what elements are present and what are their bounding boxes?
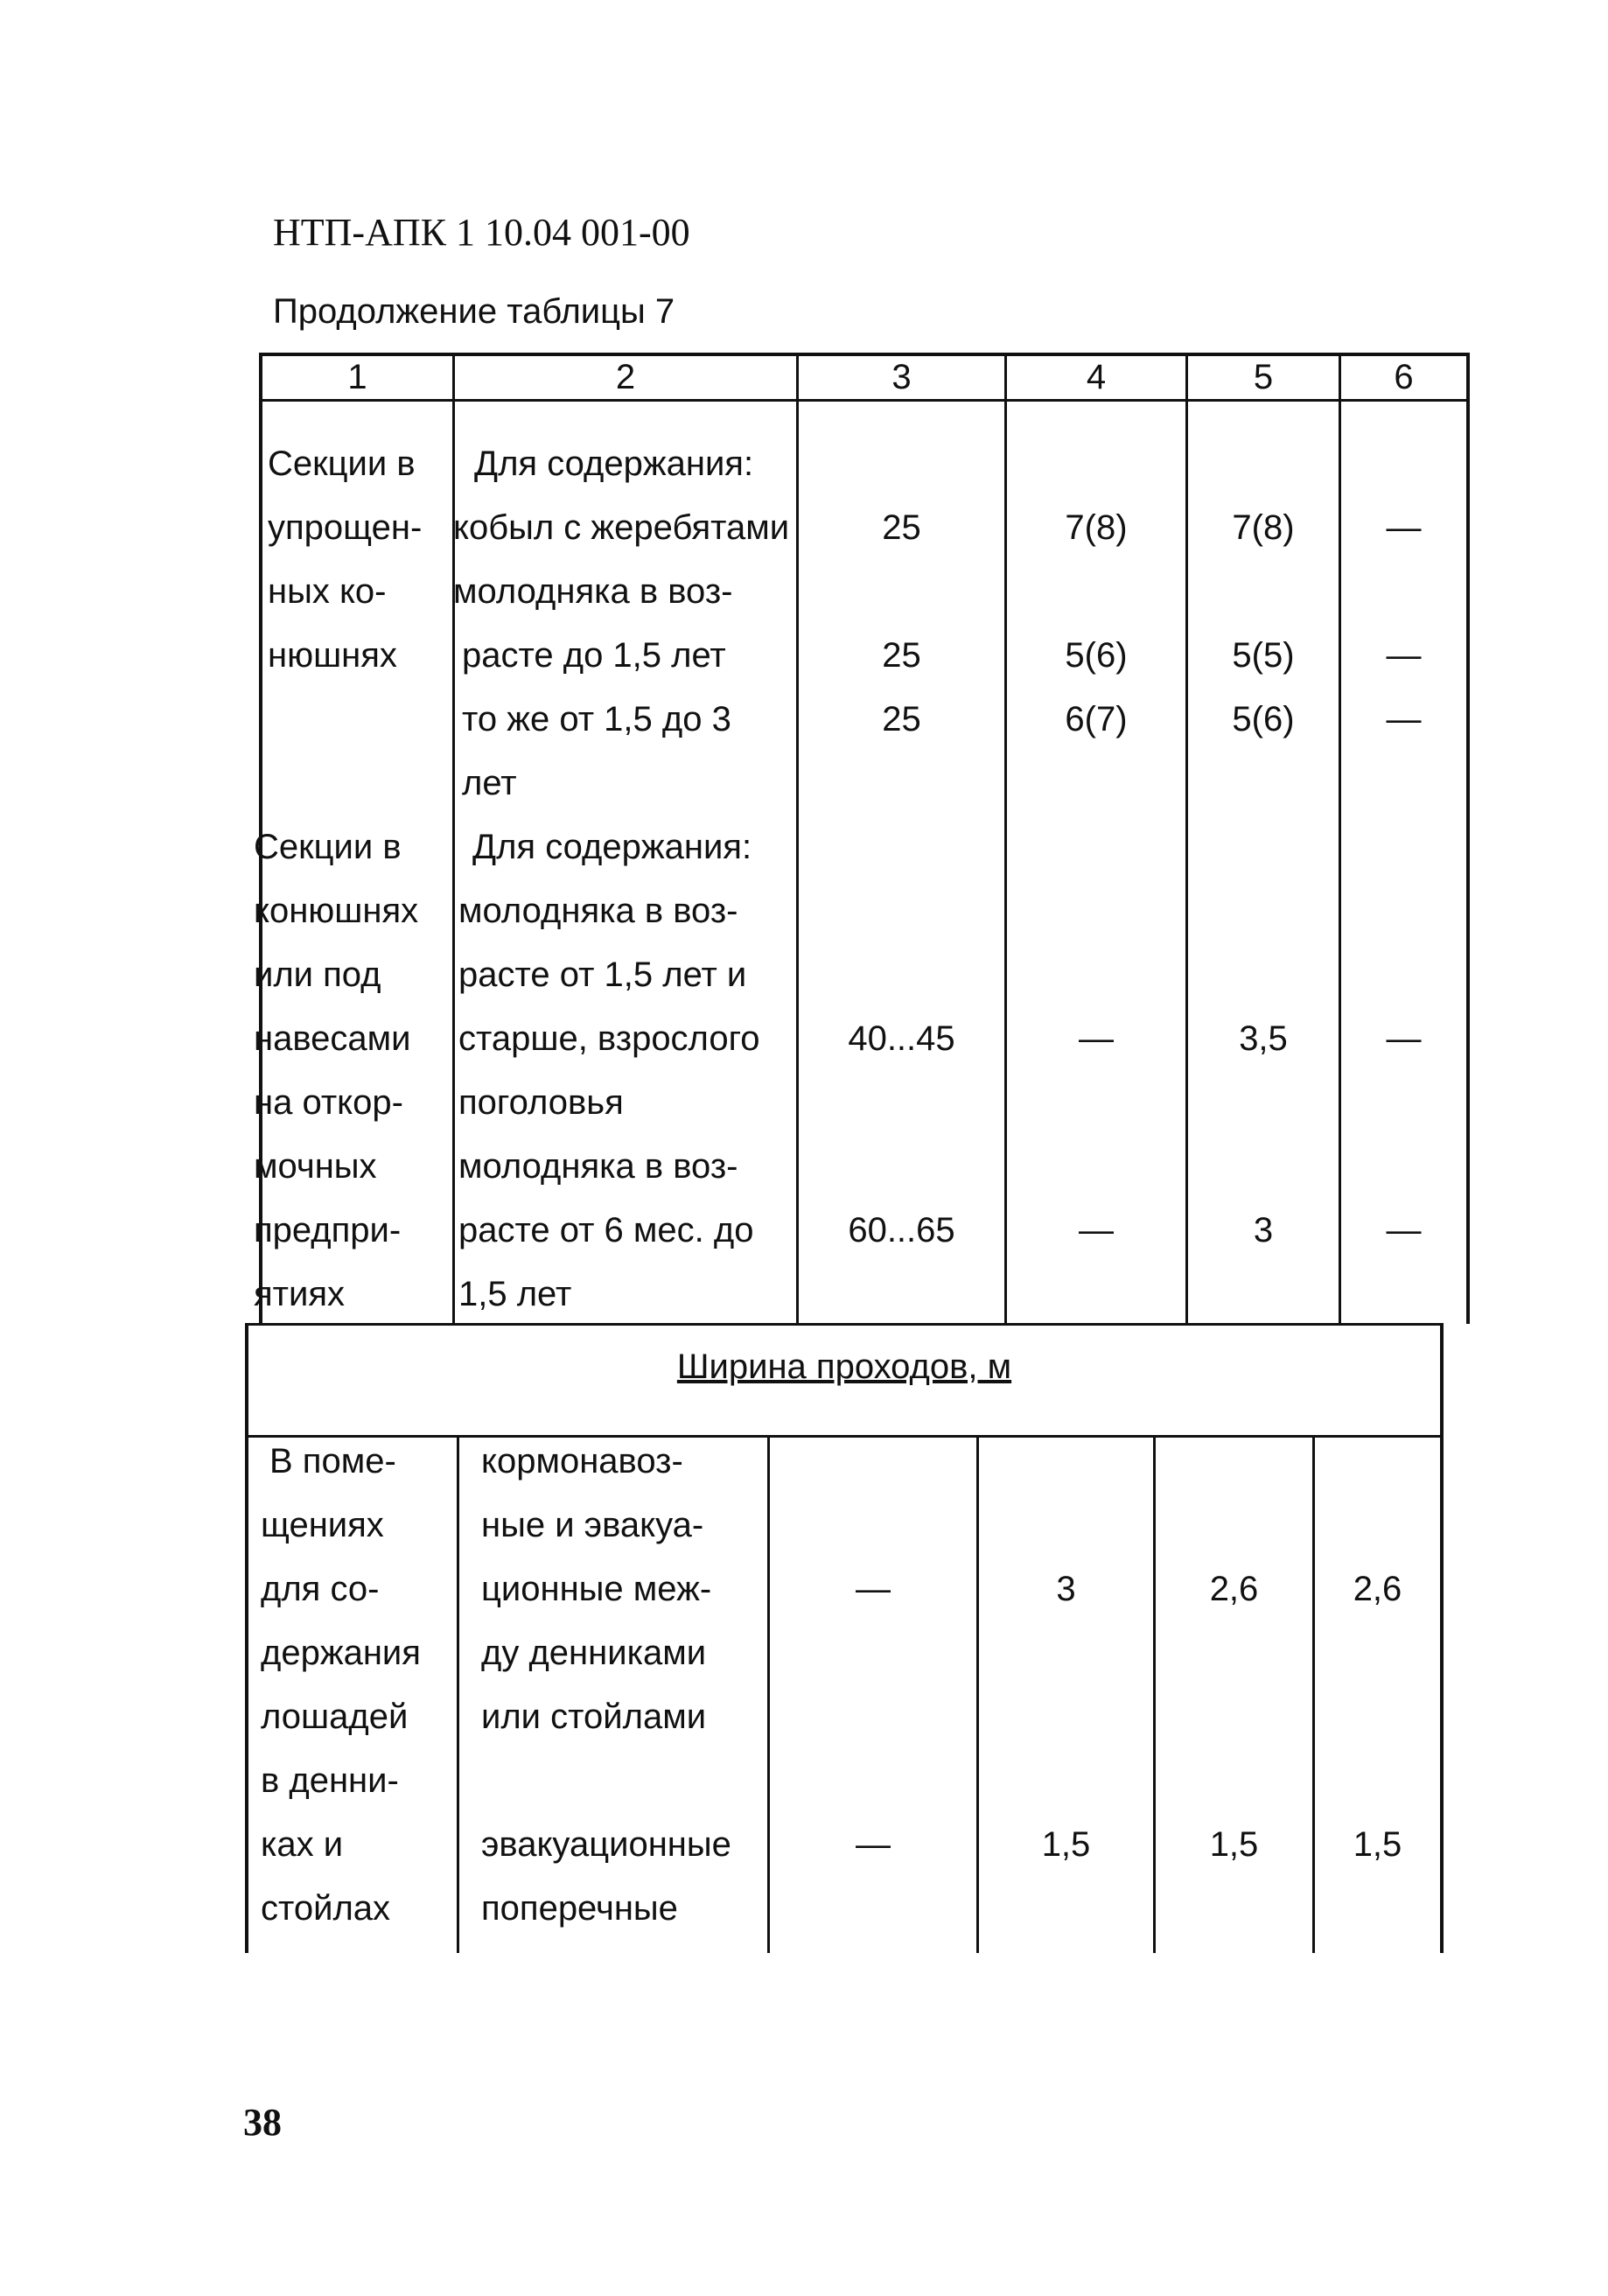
section-border-bottom [245, 1435, 1444, 1438]
description-line: эвакуационные [481, 1825, 731, 1864]
description-line: ду денниками [481, 1634, 707, 1672]
label-line: нюшнях [268, 636, 397, 675]
description-line: то же от 1,5 до 3 [462, 700, 731, 738]
value-cell: 1,5 [1041, 1825, 1091, 1864]
description-line: ционные меж- [481, 1570, 712, 1608]
label-line: упрощен- [268, 508, 423, 547]
value-cell: 1,5 [1353, 1825, 1402, 1864]
description-line: молодняка в воз- [458, 1147, 738, 1186]
description-line: кормонавоз- [481, 1442, 683, 1480]
value-cell: 5(5) [1232, 636, 1295, 675]
table-border-right-lower [1440, 1323, 1444, 1953]
description-line: поперечные [481, 1889, 678, 1928]
value-cell: — [1386, 1211, 1422, 1250]
label-line: ных ко- [268, 572, 387, 611]
value-cell: 7(8) [1065, 508, 1128, 547]
label-line: на откор- [254, 1083, 403, 1122]
value-cell: — [1079, 1019, 1114, 1058]
description-line: лет [462, 764, 517, 802]
description-line: молодняка в воз- [453, 572, 733, 611]
value-cell: — [1386, 636, 1422, 675]
description-line: или стойлами [481, 1698, 707, 1736]
value-cell: 5(6) [1065, 636, 1128, 675]
label-line: стойлах [261, 1889, 391, 1928]
column-number: 3 [891, 358, 912, 396]
label-line: для со- [261, 1570, 380, 1608]
column-number: 6 [1394, 358, 1414, 396]
document-code: НТП-АПК 1 10.04 001-00 [273, 211, 690, 254]
value-cell: — [856, 1825, 891, 1864]
value-cell: 3 [1056, 1570, 1076, 1608]
label-line: мочных [254, 1147, 377, 1186]
section-title: Ширина проходов, м [676, 1348, 1012, 1386]
description-line: 1,5 лет [458, 1275, 572, 1313]
description-line: старше, взрослого [458, 1019, 760, 1058]
description-line: кобыл с жеребятами [453, 508, 790, 547]
value-cell: 25 [882, 700, 921, 738]
description-line: расте от 1,5 лет и [458, 956, 747, 994]
value-cell: 6(7) [1065, 700, 1128, 738]
table-border-right-upper [1466, 353, 1470, 1324]
value-cell: 5(6) [1232, 700, 1295, 738]
value-cell: 2,6 [1353, 1570, 1402, 1608]
description-line: Для содержания: [474, 444, 754, 483]
value-cell: 3,5 [1239, 1019, 1288, 1058]
description-line: расте до 1,5 лет [462, 636, 726, 675]
value-cell: — [1386, 700, 1422, 738]
page-number: 38 [243, 2101, 282, 2144]
label-line: держания [261, 1634, 421, 1672]
label-line: лошадей [261, 1698, 409, 1736]
value-cell: 40...45 [848, 1019, 955, 1058]
column-number: 4 [1086, 358, 1107, 396]
label-line: ках и [261, 1825, 344, 1864]
value-cell: 25 [882, 508, 921, 547]
value-cell: 7(8) [1232, 508, 1295, 547]
label-line: Секции в [268, 444, 416, 483]
description-line: поголовья [458, 1083, 624, 1122]
label-line: конюшнях [254, 892, 419, 930]
description-line: ные и эвакуа- [481, 1506, 704, 1544]
value-cell: — [1386, 1019, 1422, 1058]
value-cell: 60...65 [848, 1211, 955, 1250]
value-cell: 2,6 [1209, 1570, 1259, 1608]
table-caption: Продолжение таблицы 7 [273, 292, 675, 331]
value-cell: — [856, 1570, 891, 1608]
description-line: молодняка в воз- [458, 892, 738, 930]
label-line: В поме- [269, 1442, 396, 1480]
label-line: предпри- [254, 1211, 402, 1250]
label-line: или под [254, 956, 381, 994]
column-number: 5 [1253, 358, 1274, 396]
column-number: 2 [615, 358, 636, 396]
value-cell: — [1079, 1211, 1114, 1250]
label-line: щениях [261, 1506, 384, 1544]
value-cell: 25 [882, 636, 921, 675]
label-line: в денни- [261, 1761, 399, 1800]
label-line: навесами [254, 1019, 411, 1058]
label-line: Секции в [254, 828, 402, 866]
value-cell: 1,5 [1209, 1825, 1259, 1864]
description-line: расте от 6 мес. до [458, 1211, 754, 1250]
value-cell: 3 [1253, 1211, 1274, 1250]
value-cell: — [1386, 508, 1422, 547]
description-line: Для содержания: [472, 828, 752, 866]
label-line: ятиях [254, 1275, 345, 1313]
section-border-top [245, 1323, 1444, 1326]
col-divider-1-2-lower [457, 1435, 459, 1953]
table-border-left-lower [245, 1323, 248, 1953]
column-number: 1 [347, 358, 367, 396]
